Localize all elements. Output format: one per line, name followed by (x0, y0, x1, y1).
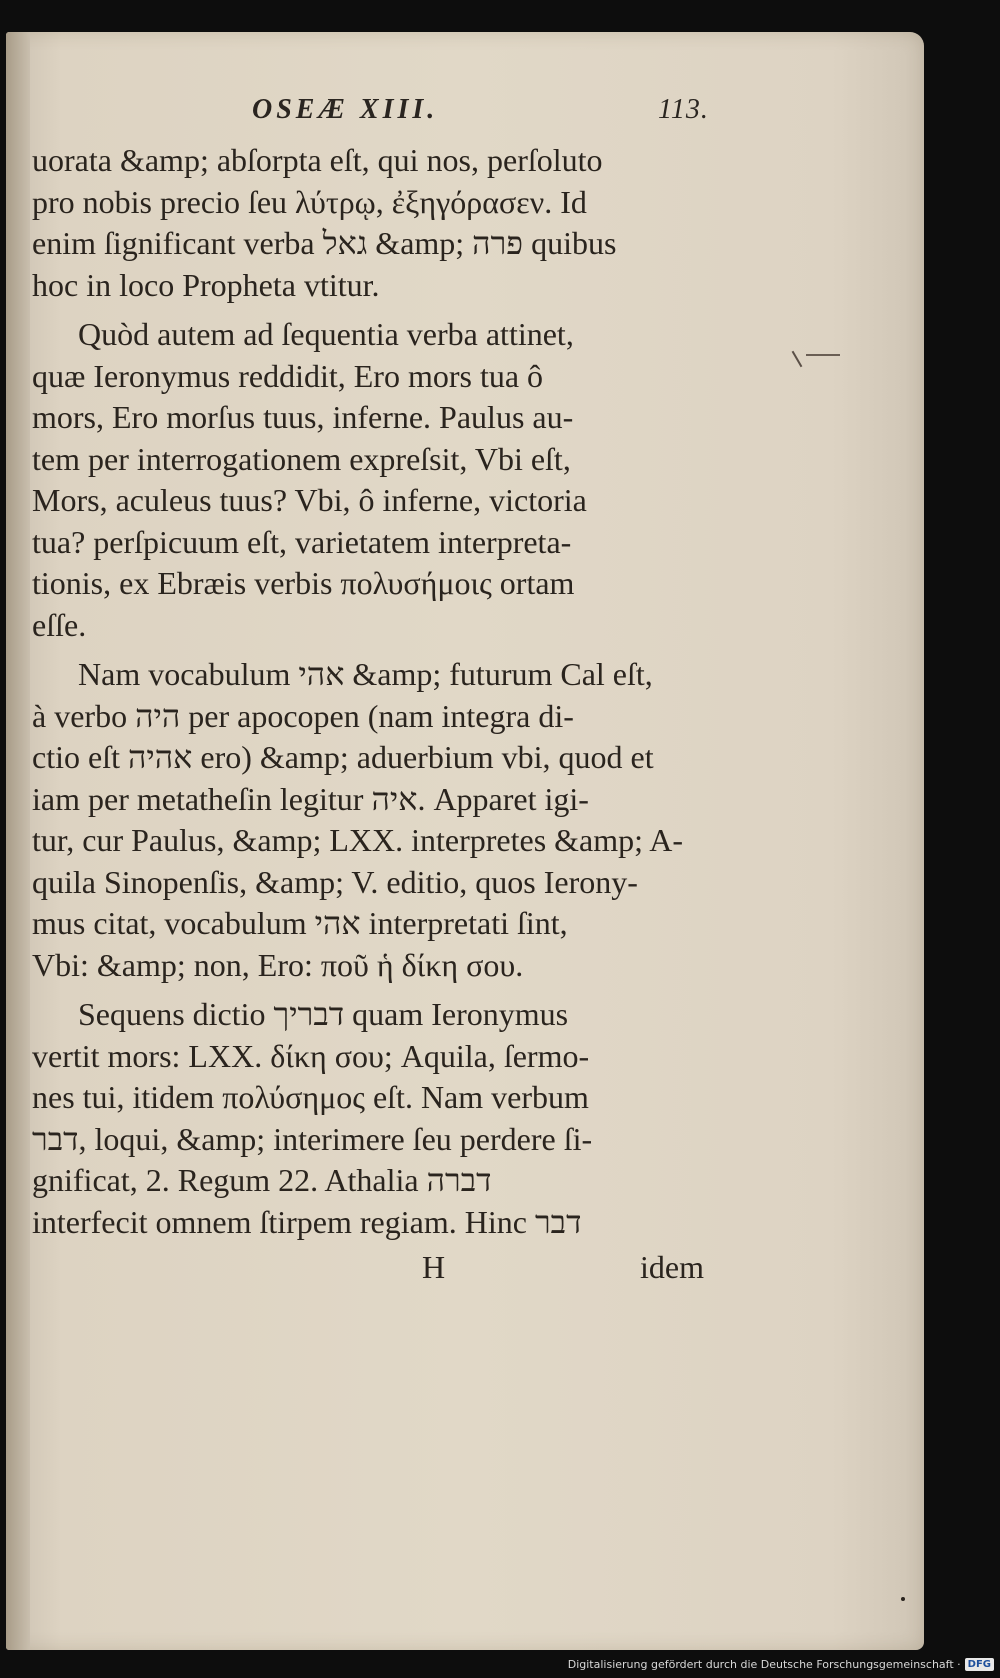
text-line: uorata &amp; abſorpta eſt, qui nos, perſoluto (32, 142, 603, 178)
catchword: idem (640, 1249, 704, 1285)
text-line: iam per metatheſin legitur איה. Apparet igi- (32, 780, 589, 817)
text-line: Quòd autem ad ſequentia verba attinet, (78, 316, 574, 352)
text-line: mors, Ero morſus tuus, inferne. Paulus au- (32, 399, 574, 435)
text-line: interfecit omnem ſtirpem regiam. Hinc דבר (32, 1203, 582, 1240)
text-line: Nam vocabulum אהי &amp; futurum Cal eſt, (78, 656, 653, 692)
text-line: pro nobis precio ſeu λύτρῳ, ἐξηγόρασεν. Id (32, 183, 587, 220)
margin-annotation-mark (796, 350, 848, 370)
dfg-logo-icon: DFG (965, 1658, 994, 1671)
text-line: tua? perſpicuum eſt, varietatem interpreta- (32, 523, 572, 560)
text-line: Mors, aculeus tuus? Vbi, ô inferne, victoria (32, 482, 587, 518)
text-line: Sequens dictio דבריך quam Ieronymus (78, 996, 569, 1032)
text-line: eſſe. (32, 606, 87, 643)
text-line: hoc in loco Propheta vtitur. (32, 266, 380, 303)
text-line: mus citat, vocabulum אהי interpretati ſint, (32, 905, 568, 941)
digitization-credit (568, 1654, 994, 1674)
text-line: Vbi: &amp; non, Ero: ποῦ ἡ δίκη σου. (32, 946, 524, 983)
page-binding-edge (6, 32, 30, 1650)
running-head: OSEÆ XIII. (252, 94, 439, 125)
body-text (32, 140, 712, 1291)
text-line: quila Sinopenſis, &amp; V. editio, quos Ierony- (32, 863, 638, 900)
text-line: à verbo היה per apocopen (nam integra di- (32, 697, 574, 734)
page-header (6, 94, 924, 134)
page-footer (32, 1247, 712, 1291)
text-line: tur, cur Paulus, &amp; LXX. interpretes &amp; A- (32, 822, 684, 858)
text-line: דבר, loqui, &amp; interimere ſeu perdere ſi- (32, 1120, 593, 1157)
text-line: vertit mors: LXX. δίκη σου; Aquila, ſermo- (32, 1037, 590, 1074)
text-line: tionis, ex Ebræis verbis πολυσήμοις ortam (32, 565, 575, 601)
page-number: 113. (658, 94, 709, 125)
text-line: nes tui, itidem πολύσημος eſt. Nam verbum (32, 1079, 589, 1115)
text-line: enim ſignificant verba גאל &amp; פרה quibus (32, 225, 617, 261)
text-line: quæ Ieronymus reddidit, Ero mors tua ô (32, 357, 544, 394)
text-line: gnificat, 2. Regum 22. Athalia דברה (32, 1162, 492, 1198)
ink-spot (901, 1597, 905, 1601)
book-page (6, 32, 924, 1650)
signature-mark: H (422, 1249, 446, 1285)
credit-text: Digitalisierung gefördert durch die Deutsche Forschungsgemeinschaft · (567, 1657, 961, 1671)
text-line: tem per interrogationem expreſsit, Vbi eſt, (32, 440, 571, 477)
text-line: ctio eſt אהיה ero) &amp; aduerbium vbi, quod et (32, 739, 654, 775)
